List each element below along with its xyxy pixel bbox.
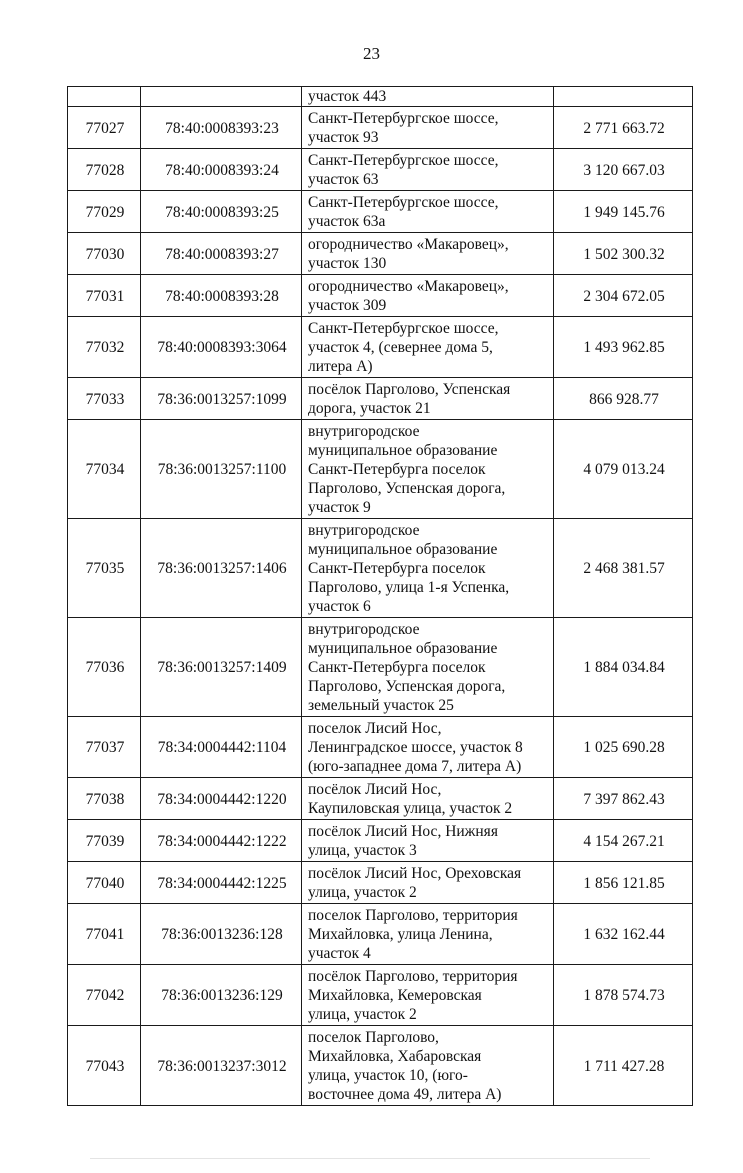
cadastral-value-cell: 1 632 162.44 bbox=[554, 904, 693, 965]
address-cell: участок 443 bbox=[302, 87, 554, 107]
cadastral-value-cell: 3 120 667.03 bbox=[554, 149, 693, 191]
row-number-cell: 77033 bbox=[68, 378, 141, 420]
address-cell: огородничество «Макаровец», участок 130 bbox=[302, 233, 554, 275]
address-cell: огородничество «Макаровец», участок 309 bbox=[302, 275, 554, 317]
row-number-cell: 77038 bbox=[68, 778, 141, 820]
address-cell: посёлок Лисий Нос, Нижняя улица, участок 3 bbox=[302, 820, 554, 862]
cadastral-number-cell: 78:34:0004442:1225 bbox=[141, 862, 302, 904]
registry-table-body bbox=[68, 87, 693, 1106]
table-row bbox=[68, 965, 693, 1026]
table-row-continuation bbox=[68, 87, 693, 107]
table-row bbox=[68, 1026, 693, 1106]
row-number-cell: 77030 bbox=[68, 233, 141, 275]
cadastral-number-cell: 78:40:0008393:23 bbox=[141, 107, 302, 149]
cadastral-number-cell: 78:40:0008393:3064 bbox=[141, 317, 302, 378]
row-number-cell: 77031 bbox=[68, 275, 141, 317]
table-row bbox=[68, 717, 693, 778]
cadastral-value-cell: 7 397 862.43 bbox=[554, 778, 693, 820]
cadastral-value-cell: 1 502 300.32 bbox=[554, 233, 693, 275]
cadastral-number-cell: 78:36:0013257:1409 bbox=[141, 618, 302, 717]
table-row bbox=[68, 275, 693, 317]
page-number: 23 bbox=[363, 44, 380, 63]
table-row bbox=[68, 107, 693, 149]
table-row bbox=[68, 233, 693, 275]
cadastral-value-cell: 2 468 381.57 bbox=[554, 519, 693, 618]
table-row bbox=[68, 420, 693, 519]
address-cell: Санкт-Петербургское шоссе, участок 63а bbox=[302, 191, 554, 233]
row-number-cell: 77035 bbox=[68, 519, 141, 618]
row-number-cell: 77037 bbox=[68, 717, 141, 778]
table-row bbox=[68, 904, 693, 965]
address-cell: поселок Парголово, территория Михайловка, улица Ленина, участок 4 bbox=[302, 904, 554, 965]
cadastral-number-cell: 78:34:0004442:1220 bbox=[141, 778, 302, 820]
address-cell: посёлок Лисий Нос, Каупиловская улица, участок 2 bbox=[302, 778, 554, 820]
address-cell: посёлок Парголово, территория Михайловка, Кемеровская улица, участок 2 bbox=[302, 965, 554, 1026]
row-number-cell bbox=[68, 87, 141, 107]
row-number-cell: 77028 bbox=[68, 149, 141, 191]
table-row bbox=[68, 862, 693, 904]
cadastral-number-cell: 78:36:0013257:1099 bbox=[141, 378, 302, 420]
cadastral-value-cell: 866 928.77 bbox=[554, 378, 693, 420]
address-cell: посёлок Лисий Нос, Ореховская улица, участок 2 bbox=[302, 862, 554, 904]
cadastral-value-cell: 1 711 427.28 bbox=[554, 1026, 693, 1106]
cadastral-value-cell: 1 884 034.84 bbox=[554, 618, 693, 717]
cadastral-number-cell: 78:40:0008393:27 bbox=[141, 233, 302, 275]
table-row bbox=[68, 317, 693, 378]
row-number-cell: 77032 bbox=[68, 317, 141, 378]
row-number-cell: 77040 bbox=[68, 862, 141, 904]
cadastral-number-cell: 78:36:0013236:128 bbox=[141, 904, 302, 965]
cadastral-number-cell: 78:36:0013237:3012 bbox=[141, 1026, 302, 1106]
row-number-cell: 77043 bbox=[68, 1026, 141, 1106]
cadastral-value-cell: 4 154 267.21 bbox=[554, 820, 693, 862]
cadastral-number-cell: 78:40:0008393:28 bbox=[141, 275, 302, 317]
address-cell: посёлок Парголово, Успенская дорога, участок 21 bbox=[302, 378, 554, 420]
cadastral-value-cell: 1 493 962.85 bbox=[554, 317, 693, 378]
cadastral-number-cell: 78:40:0008393:24 bbox=[141, 149, 302, 191]
cadastral-value-cell: 4 079 013.24 bbox=[554, 420, 693, 519]
address-cell: внутригородское муниципальное образование Санкт-Петербурга поселок Парголово, Успенская дорога, земельный участок 25 bbox=[302, 618, 554, 717]
row-number-cell: 77041 bbox=[68, 904, 141, 965]
cadastral-number-cell: 78:36:0013257:1406 bbox=[141, 519, 302, 618]
cadastral-number-cell: 78:36:0013236:129 bbox=[141, 965, 302, 1026]
cadastral-value-cell: 1 949 145.76 bbox=[554, 191, 693, 233]
table-row bbox=[68, 191, 693, 233]
cadastral-number-cell: 78:36:0013257:1100 bbox=[141, 420, 302, 519]
address-cell: внутригородское муниципальное образование Санкт-Петербурга поселок Парголово, улица 1-я Успенка, участок 6 bbox=[302, 519, 554, 618]
address-cell: внутригородское муниципальное образование Санкт-Петербурга поселок Парголово, Успенская дорога, участок 9 bbox=[302, 420, 554, 519]
row-number-cell: 77042 bbox=[68, 965, 141, 1026]
row-number-cell: 77029 bbox=[68, 191, 141, 233]
cadastral-value-cell: 1 856 121.85 bbox=[554, 862, 693, 904]
cadastral-value-cell: 2 304 672.05 bbox=[554, 275, 693, 317]
address-cell: Санкт-Петербургское шоссе, участок 63 bbox=[302, 149, 554, 191]
table-row bbox=[68, 778, 693, 820]
table-row bbox=[68, 618, 693, 717]
row-number-cell: 77027 bbox=[68, 107, 141, 149]
cadastral-value-cell bbox=[554, 87, 693, 107]
table-row bbox=[68, 519, 693, 618]
cadastral-number-cell bbox=[141, 87, 302, 107]
cadastral-value-cell: 2 771 663.72 bbox=[554, 107, 693, 149]
cadastral-value-cell: 1 025 690.28 bbox=[554, 717, 693, 778]
table-row bbox=[68, 378, 693, 420]
cadastral-number-cell: 78:34:0004442:1222 bbox=[141, 820, 302, 862]
address-cell: поселок Лисий Нос, Ленинградское шоссе, участок 8 (юго-западнее дома 7, литера А) bbox=[302, 717, 554, 778]
scan-edge-line bbox=[90, 1158, 650, 1159]
cadastral-number-cell: 78:34:0004442:1104 bbox=[141, 717, 302, 778]
address-cell: поселок Парголово, Михайловка, Хабаровская улица, участок 10, (юго- восточнее дома 49, литера А) bbox=[302, 1026, 554, 1106]
registry-table bbox=[67, 86, 693, 1106]
address-cell: Санкт-Петербургское шоссе, участок 4, (севернее дома 5, литера А) bbox=[302, 317, 554, 378]
row-number-cell: 77039 bbox=[68, 820, 141, 862]
cadastral-number-cell: 78:40:0008393:25 bbox=[141, 191, 302, 233]
table-row bbox=[68, 149, 693, 191]
row-number-cell: 77036 bbox=[68, 618, 141, 717]
address-cell: Санкт-Петербургское шоссе, участок 93 bbox=[302, 107, 554, 149]
cadastral-value-cell: 1 878 574.73 bbox=[554, 965, 693, 1026]
row-number-cell: 77034 bbox=[68, 420, 141, 519]
table-row bbox=[68, 820, 693, 862]
